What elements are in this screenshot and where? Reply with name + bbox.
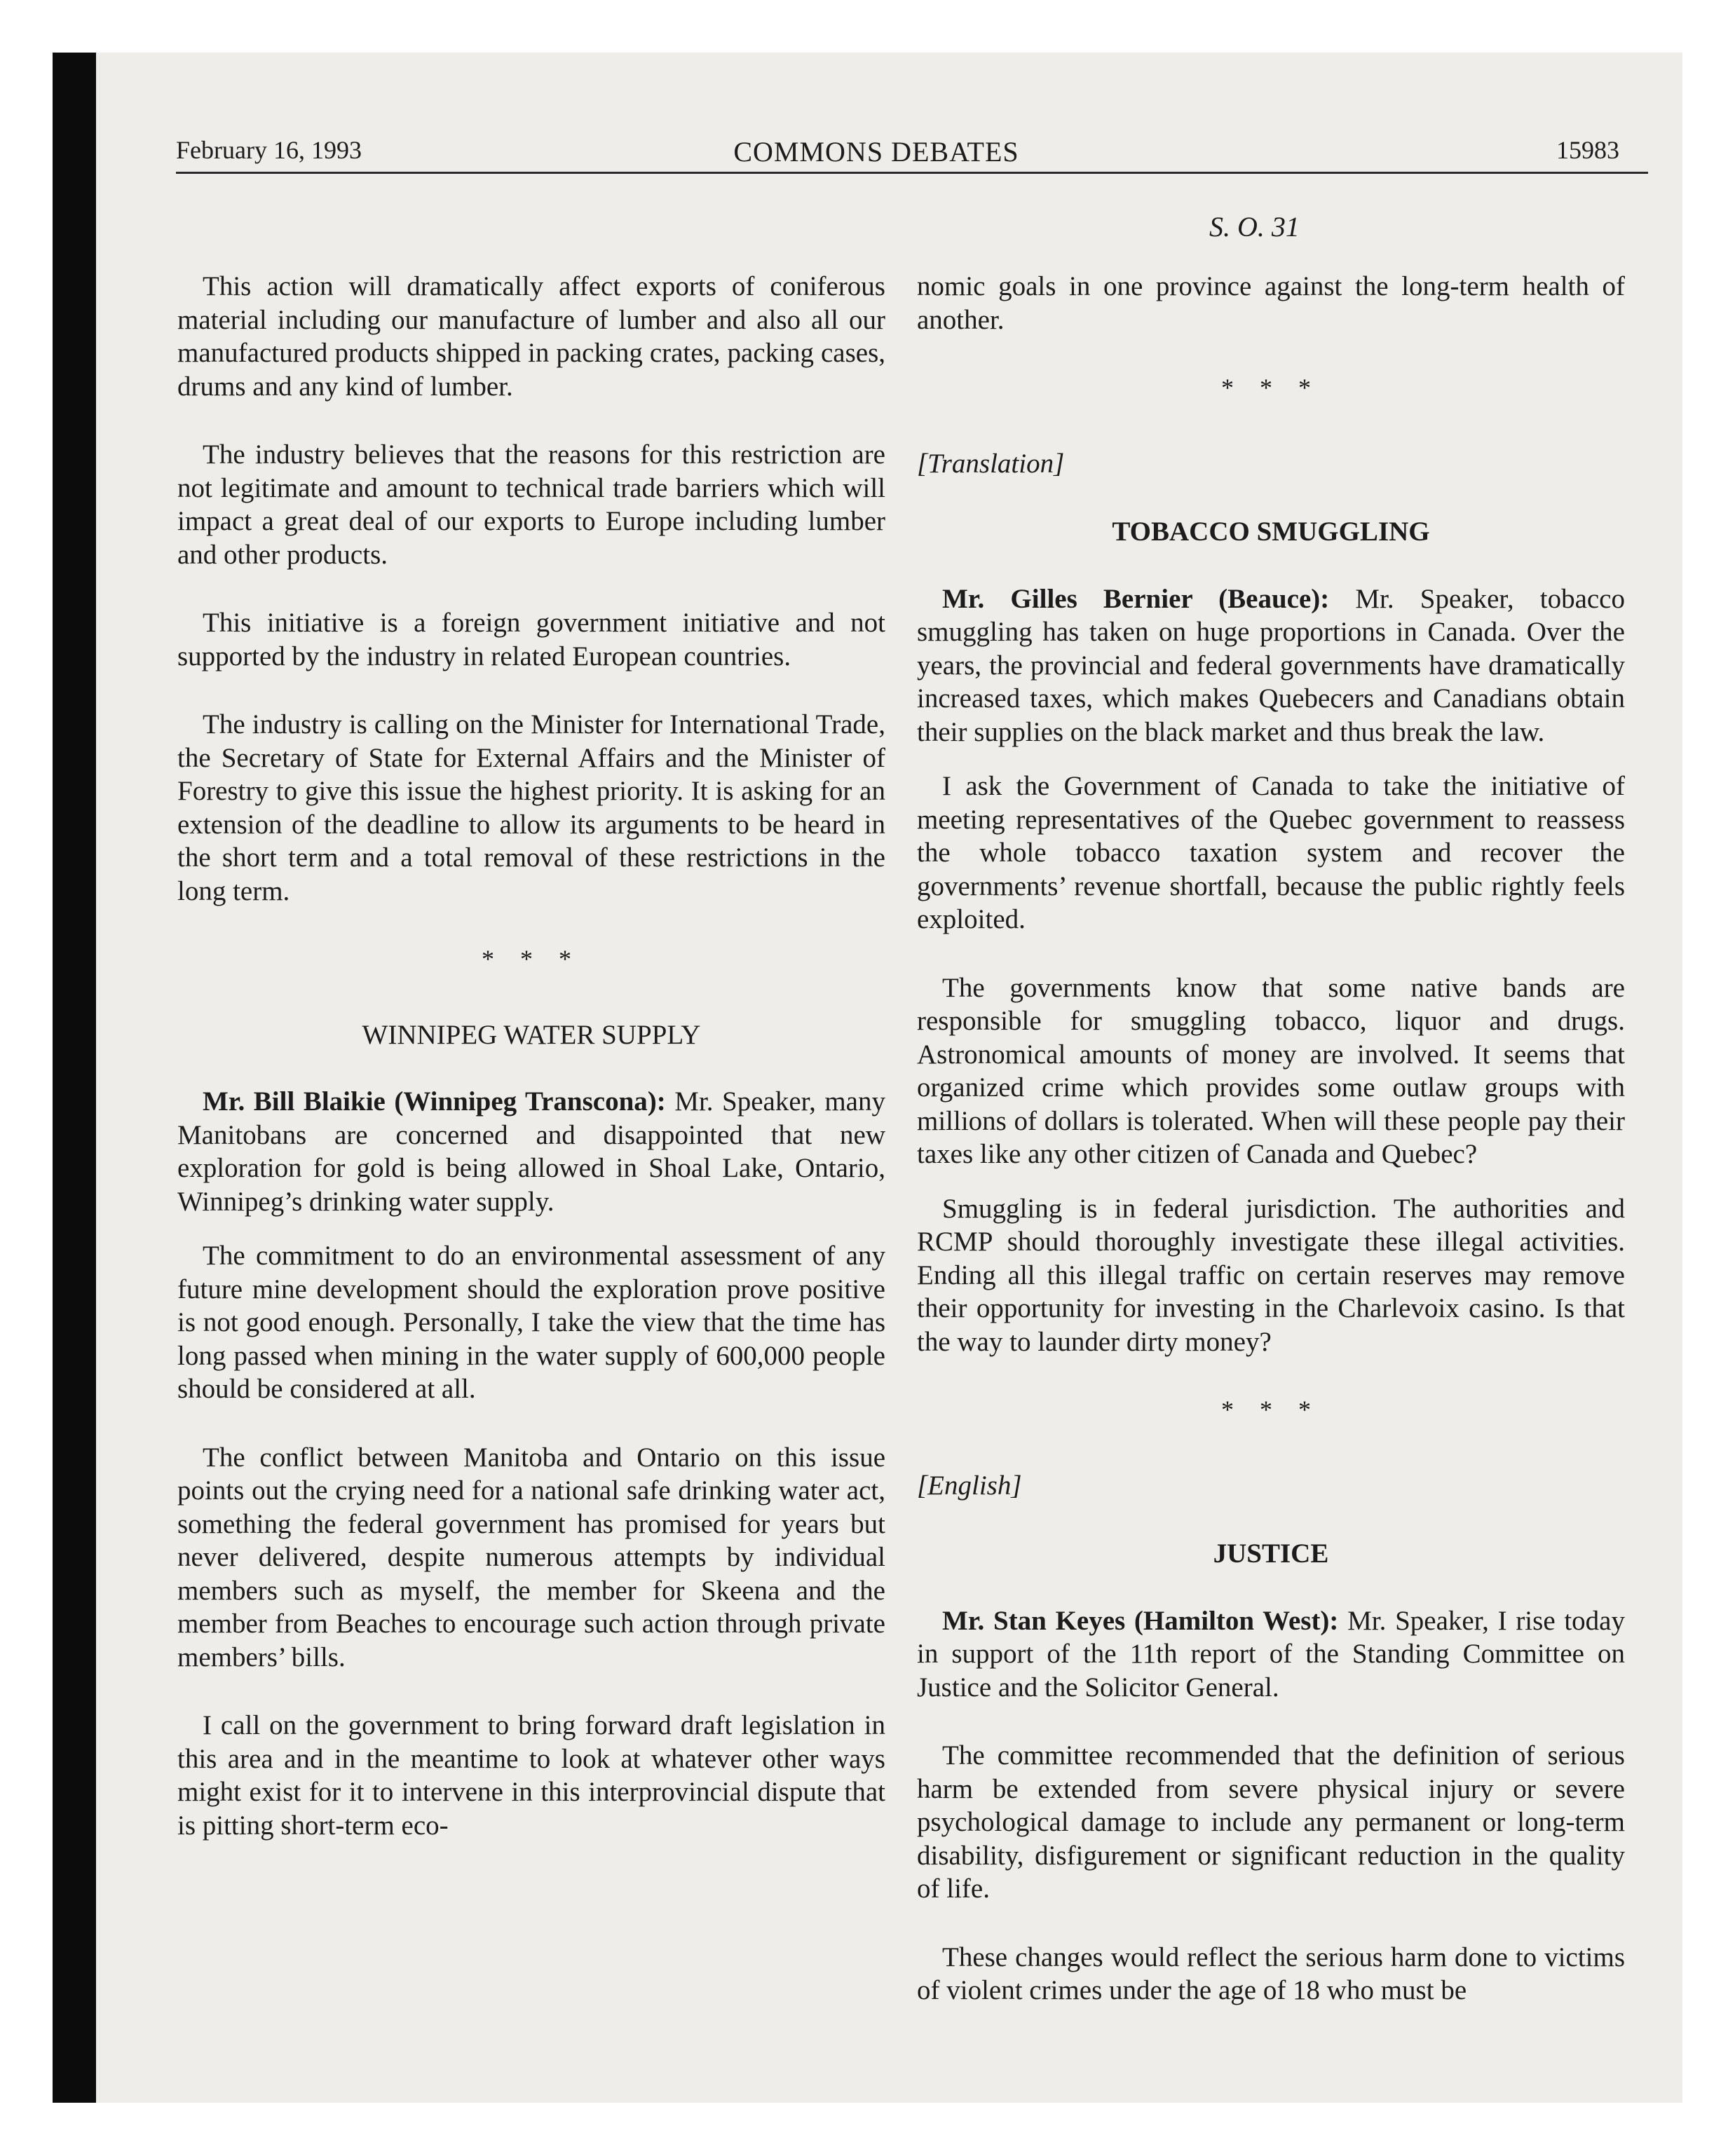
page-header <box>53 53 1682 243</box>
section-separator: * * * <box>482 945 581 973</box>
paragraph: The governments know that some native bands are responsible for smuggling tobacco, liquor and drugs. Astronomical amounts of money are involved. It seems that organized crime which provides some outlaw groups with millions of dollars is tolerated. When will these people pay their taxes like any other citizen of Canada and Quebec? <box>917 972 1625 1169</box>
section-heading: JUSTICE <box>1213 1538 1329 1569</box>
paragraph: The industry is calling on the Minister for International Trade, the Secretary of State for External Affairs and the Minister of Forestry to give this issue the highest priority. It is asking for an extension of the deadline to allow its arguments to be heard in the short term and a total removal of these restrictions in the long term. <box>177 709 885 906</box>
speech-text: Mr. Speaker, I rise today in support of the 11th report of the Standing Committee on Justice and the Solicitor General. <box>917 1605 1625 1703</box>
language-note: [English] <box>917 1470 1022 1501</box>
paragraph-continuation: nomic goals in one province against the long-term health of another. <box>917 271 1625 335</box>
right-column <box>917 270 1625 2042</box>
scan-binding-edge <box>53 53 96 2103</box>
section-heading: WINNIPEG WATER SUPPLY <box>362 1019 701 1050</box>
paragraph: The conflict between Manitoba and Ontario on this issue points out the crying need for a national safe drinking water act, something the federal government has promised for years but never delivered, despite numerous attempts by individual members such as myself, the member for Skeena and the member from Beaches to encourage such action through private members’ bills. <box>177 1442 885 1672</box>
header-page-number: 15983 <box>1556 136 1619 164</box>
paragraph: These changes would reflect the serious harm done to victims of violent crimes under the age of 18 who must be <box>917 1942 1625 2005</box>
paragraph: The industry believes that the reasons for this restriction are not legitimate and amount to technical trade barriers which will impact a great deal of our exports to Europe including lumber and other products. <box>177 439 885 570</box>
speech-paragraph <box>917 1604 1625 1705</box>
header-section: S. O. 31 <box>1209 211 1300 243</box>
speech-paragraph <box>917 582 1625 749</box>
header-rule <box>176 172 1648 174</box>
scanned-page <box>53 53 1682 2103</box>
header-date: February 16, 1993 <box>176 136 362 164</box>
section-heading: TOBACCO SMUGGLING <box>1112 517 1430 547</box>
section-separator: * * * <box>1221 1396 1321 1424</box>
paragraph: This initiative is a foreign government initiative and not supported by the industry in related European countries. <box>177 608 885 671</box>
paragraph: I call on the government to bring forward draft legislation in this area and in the meantime to look at whatever other ways might exist for it to intervene in this interprovincial dispute that is pitting short-term eco- <box>177 1710 885 1841</box>
paragraph: I ask the Government of Canada to take the initiative of meeting representatives of the Quebec government to reassess the whole tobacco taxation system and recover the governments’ revenue shortfall, because the public rightly feels exploited. <box>917 771 1625 934</box>
paragraph: This action will dramatically affect exports of coniferous material including our manufacture of lumber and also all our manufactured products shipped in packing crates, packing cases, drums and any kind of lumber. <box>177 271 885 402</box>
left-column <box>177 270 885 1877</box>
paragraph: The commitment to do an environmental assessment of any future mine development should the exploration prove positive is not good enough. Personally, I take the view that the time has long passed when mining in the water supply of 600,000 people should be considered at all. <box>177 1241 885 1404</box>
paragraph: Smuggling is in federal jurisdiction. The authorities and RCMP should thoroughly investigate these illegal activities. Ending all this illegal traffic on certain reserves may remove their opportunity for investing in the Charlevoix casino. Is that the way to launder dirty money? <box>917 1193 1625 1357</box>
section-separator: * * * <box>1221 374 1321 402</box>
header-publication: COMMONS DEBATES <box>733 136 1019 168</box>
speaker-name: Mr. Bill Blaikie (Winnipeg Transcona): <box>203 1086 666 1117</box>
speech-paragraph <box>177 1085 885 1218</box>
language-note: [Translation] <box>917 448 1065 479</box>
speech-text: Mr. Speaker, tobacco smuggling has taken on huge proportions in Canada. Over the years, the provincial and federal governments have dramatically increased taxes, which makes Quebecers and Canadians obtain their supplies on the black market and thus break the law. <box>917 583 1625 747</box>
speech-text: Mr. Speaker, many Manitobans are concerned and disappointed that new exploration for gold is being allowed in Shoal Lake, Ontario, Winnipeg’s drinking water supply. <box>177 1086 885 1217</box>
paragraph: The committee recommended that the definition of serious harm be extended from severe physical injury or severe psychological damage to include any permanent or long-term disability, disfigurement or significant reduction in the quality of life. <box>917 1740 1625 1904</box>
speaker-name: Mr. Gilles Bernier (Beauce): <box>942 583 1330 614</box>
speaker-name: Mr. Stan Keyes (Hamilton West): <box>942 1605 1339 1636</box>
